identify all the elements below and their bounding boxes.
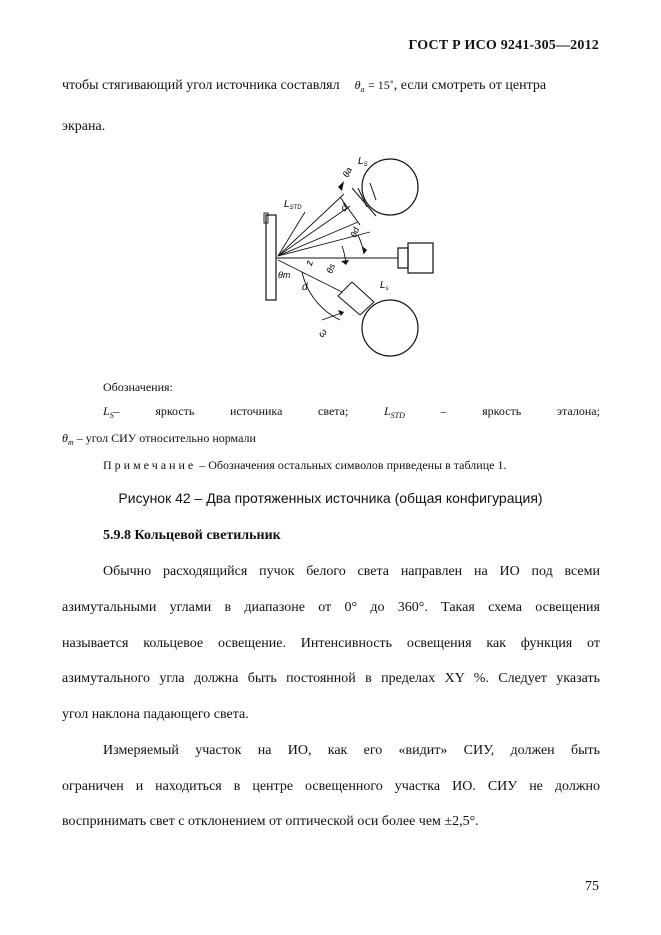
para1-line5: угол наклона падающего света. [62,707,249,722]
section-number: 5.9.8 [103,528,131,543]
para2-line1: Измеряемый участок на ИО, как его «видит» СИУ, должен быть [103,743,600,758]
intro-line-1 [62,75,600,100]
note-label: Примечание [103,458,197,472]
top-aperture-side-2 [370,183,376,200]
label-ls-top: $L_S$ [358,156,368,168]
label-lstd: $L_{STD}$ [284,199,302,211]
theta-a-symbol: θ [354,78,361,92]
para2-line2: ограничен и находиться в центре освещенного участка ИО. СИУ не должно [62,779,600,794]
label-z: z [304,259,316,267]
label-omega: ω [316,326,330,341]
para1-line4: азимутального угла должна быть постоянной в пределах XY %. Следует указать [62,671,600,686]
intro-text-before: чтобы стягивающий угол источника составлял [62,78,340,93]
label-d-top: d [338,202,351,215]
intro-text-after: , если смотреть от центра [393,78,547,93]
theta-a-sub: a [360,85,365,94]
legend-line-theta [62,431,256,447]
page-number: 75 [585,879,599,894]
screen-panel [266,215,276,300]
bottom-sphere-source [362,300,418,356]
theta-a-value: = 15˚ [368,78,394,92]
label-theta-d: θd [348,225,362,239]
section-title: Кольцевой светильник [134,528,281,543]
label-ls-bottom: $L_s$ [380,280,389,292]
d-bottom-arc [302,272,340,320]
top-aperture-frame-2 [352,188,376,216]
legend-word-yarkost-2: яркость [482,404,522,418]
figure-two-extended-sources [240,150,450,375]
legend-ls: $L_S-$ [103,404,120,420]
ray-top-3 [278,206,350,256]
bottom-aperture-end [338,282,352,296]
label-d-bottom: d [302,282,308,293]
legend-theta-text: – угол СИУ относительно нормали [76,431,256,445]
lmd-front [398,248,408,268]
arrow-theta-s [341,260,349,265]
ray-top-2 [278,222,358,256]
legend-title: Обозначения: [103,380,173,394]
lmd-body [408,243,433,273]
label-theta-s: θs [324,262,338,275]
bottom-aperture-side-2 [352,282,374,302]
note-text: – Обозначения остальных символов приведены в таблице 1. [199,458,507,472]
para1-line1: Обычно расходящийся пучок белого света направлен на ИО под всеми [103,564,600,579]
legend-theta-sub: m [67,438,74,447]
figure-caption: Рисунок 42 – Два протяженных источника (общая конфигурация) [118,490,543,506]
para1-line2: азимутальными углами в диапазоне от 0° до 360°. Такая схема освещения [62,600,600,615]
legend-word-istochnika: источника [230,404,283,418]
note [103,458,506,473]
label-theta-m: θm [278,270,291,280]
para1-line3: называется кольцевое освещение. Интенсивность освещения как функция от [62,636,600,651]
section-heading [103,526,281,546]
legend-dash: – [440,404,447,418]
legend-theta-symbol: θ [62,431,68,445]
legend-word-sveta: света; [318,404,349,418]
top-sphere-source [362,159,418,215]
intro-line-2: экрана. [62,119,106,134]
legend-line-1 [103,404,600,420]
legend-word-etalona: эталона; [556,404,600,418]
document-id: ГОСТ Р ИСО 9241-305—2012 [408,38,599,53]
theta-d-arc [358,235,364,254]
legend-lstd: $L_{STD}$ [383,404,405,420]
arrow-theta-a [338,181,344,191]
label-theta-a: θa [340,165,354,179]
arrow-omega [338,310,344,316]
legend-word-yarkost: яркость [155,404,195,418]
para2-line3: воспринимать свет с отклонением от оптической оси более чем ±2,5°. [62,814,479,829]
